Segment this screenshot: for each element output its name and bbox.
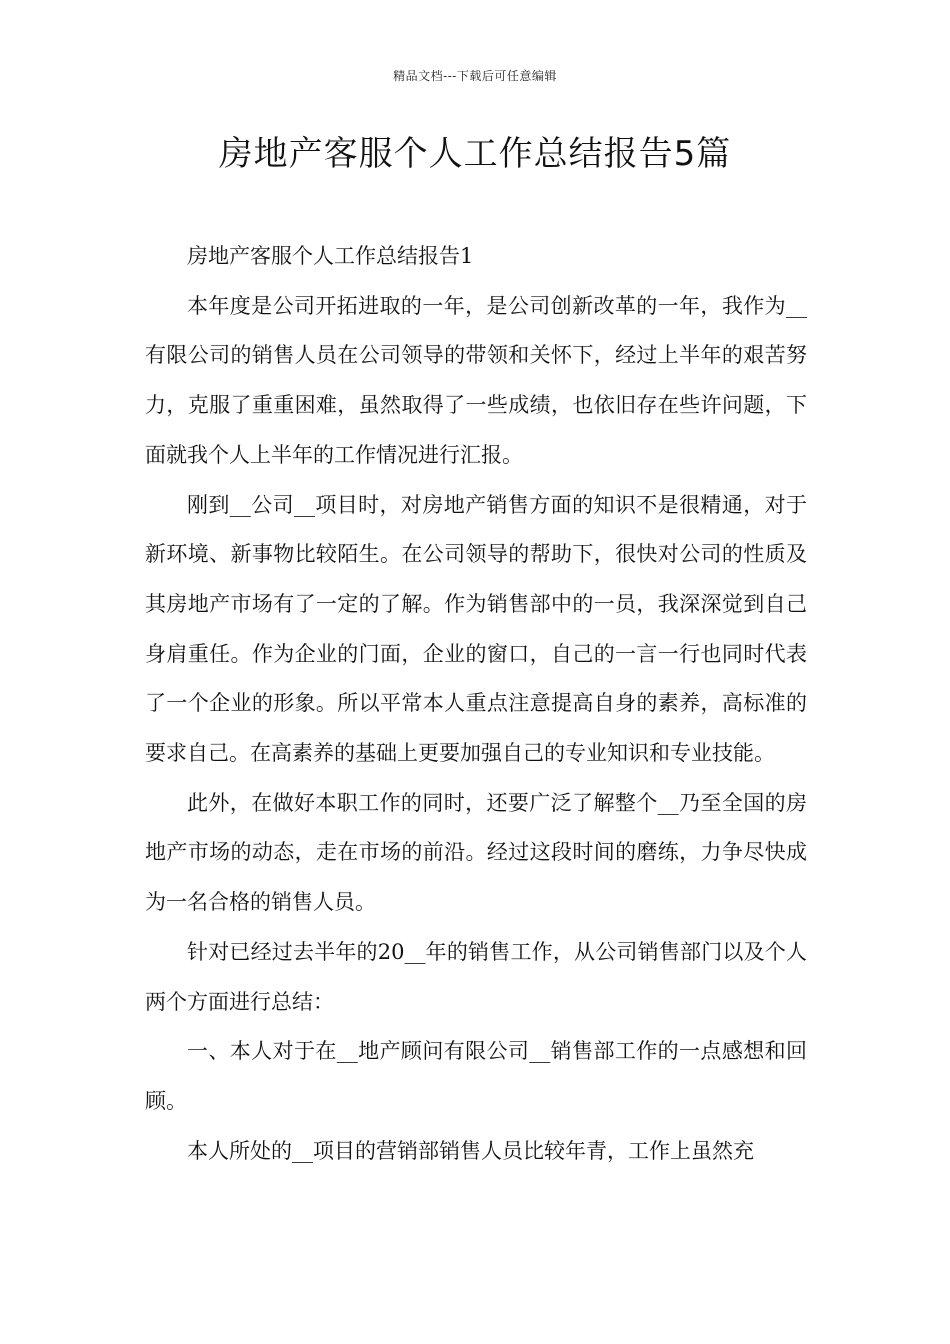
header-note: 精品文档---下载后可任意编辑 [393,69,557,83]
paragraph: 本人所处的__项目的营销部销售人员比较年青，工作上虽然充 [187,1138,754,1163]
paragraph: 刚到__公司__项目时，对房地产销售方面的知识不是很精通，对于新环境、新事物比较陌生。在公司领导的帮助下，很快对公司的性质及其房地产市场有了一定的了解。作为销售部中的一员，我深深觉到自己身肩重任。作为企业的门面，企业的窗口，自己的一言一行也同时代表了一个企业的形象。所以平常本人重点注意提高自身的素养，高标准的要求自己。在高素养的基础上更要加强自己的专业知识和专业技能。 [145,492,807,766]
section-heading: 房地产客服个人工作总结报告1 [187,244,474,268]
document-body [145,232,807,1176]
paragraph: 此外，在做好本职工作的同时，还要广泛了解整个__乃至全国的房地产市场的动态，走在市场的前沿。经过这段时间的磨练，力争尽快成为一名合格的销售人员。 [145,790,807,915]
paragraph: 一、本人对于在__地产顾问有限公司__销售部工作的一点感想和回顾。 [145,1039,807,1113]
paragraph: 本年度是公司开拓进取的一年，是公司创新改革的一年，我作为__有限公司的销售人员在公司领导的带领和关怀下，经过上半年的艰苦努力，克服了重重困难，虽然取得了一些成绩，也依旧存在些许问题，下面就我个人上半年的工作情况进行汇报。 [145,293,807,467]
paragraph: 针对已经过去半年的20__年的销售工作，从公司销售部门以及个人两个方面进行总结： [145,939,807,1014]
document-title: 房地产客服个人工作总结报告5篇 [218,134,732,174]
